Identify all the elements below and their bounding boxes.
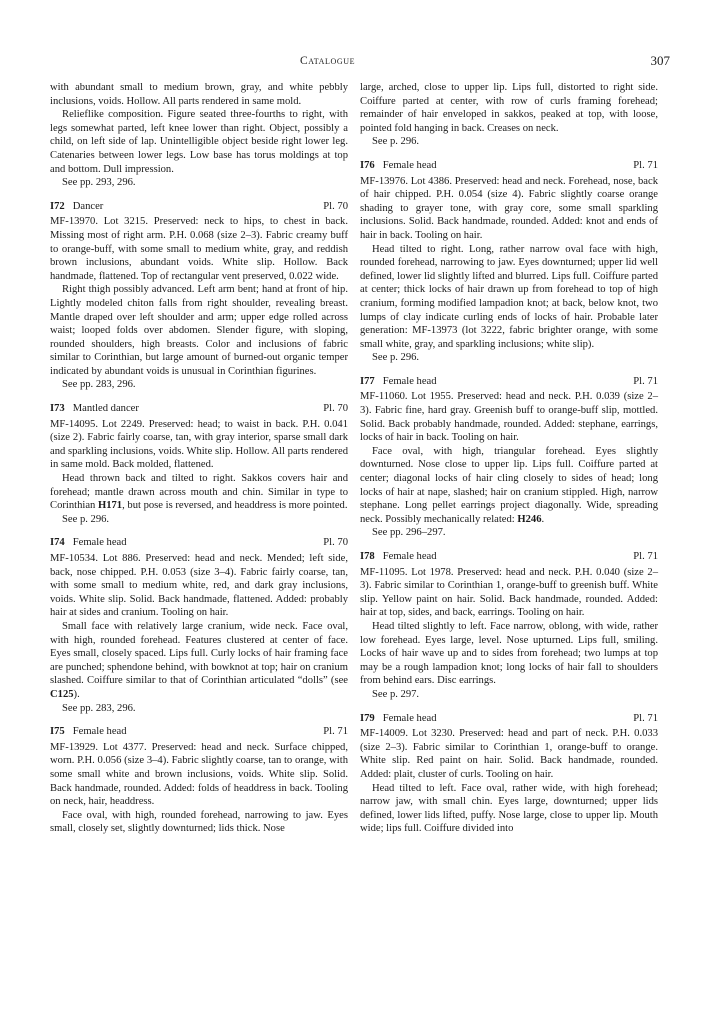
plate-reference: Pl. 70	[323, 200, 348, 212]
catalogue-entry-i75	[50, 725, 348, 836]
plate-reference: Pl. 70	[323, 403, 348, 415]
see-also: See p. 296.	[372, 352, 420, 364]
entry-heading	[360, 712, 658, 726]
continued-paragraph: with abundant small to medium brown, gray, and white pebbly inclusions, voids. Hollow. All parts rendered in same mold.	[50, 82, 348, 107]
see-also: See p. 296.	[62, 513, 110, 525]
entry-title: Female head	[382, 551, 437, 562]
entry-number: I76	[360, 159, 375, 171]
cross-reference: C125	[50, 688, 74, 700]
entry-description	[360, 445, 658, 527]
entry-number: I75	[50, 726, 65, 738]
entry-heading	[50, 536, 348, 550]
entry-data-paragraph: MF-13970. Lot 3215. Preserved: neck to hips, to chest in back. Missing most of right arm. P.H. 0.068 (size 2–3). Fabric creamy buff to orange-buff, with some small to medium white, gray, and reddish brown inclusions, abundant voids. White slip. Hollow. Back handmade, flattened. Top of rectangular vent preserved, 0.022 wide.	[50, 216, 348, 282]
continued-paragraph: large, arched, close to upper lip. Lips full, distorted to right side. Coiffure parted at center, with row of curls framing forehead; remainder of hair enveloped in sakkos, peaked at top, with loose, pointed fold hanging in back. Creases on neck.	[360, 82, 658, 134]
entry-data-paragraph: MF-11060. Lot 1955. Preserved: head and neck. P.H. 0.039 (size 2–3). Fabric fine, hard gray. Greenish buff to orange-buff slip, mottled. Solid. Back probably handmade, rounded. Added: stephane, earrings, locks of hair in back. Tooling on hair.	[360, 391, 658, 444]
entry-number: I72	[50, 200, 65, 212]
plate-reference: Pl. 70	[323, 537, 348, 549]
entry-description: Head tilted slightly to left. Face narrow, oblong, with wide, rather low forehead. Eyes large, level. Nose upturned. Lips full, smiling. Locks of hair wave up and to sides from forehead; two lumps at top may be a rough lampadion knot; long locks of hair fall to shoulders from behind ears. Disc earrings.	[360, 620, 658, 687]
catalogue-entry-i73	[50, 402, 348, 526]
entry-data-paragraph: MF-10534. Lot 886. Preserved: head and neck. Mended; left side, back, nose chipped. P.H. 0.053 (size 3–4). Fabric fairly coarse, tan, with some small to medium white, red, and dark gray inclusions, voids. White slip. Solid. Back handmade, flattened. Added: probably hair at sides and cranium. Tooling on hair.	[50, 553, 348, 619]
entry-heading	[360, 159, 658, 173]
see-also: See p. 297.	[372, 688, 420, 700]
entry-heading	[360, 375, 658, 389]
entry-description: Right thigh possibly advanced. Left arm bent; hand at front of hip. Lightly modeled chiton falls from right shoulder, revealing breast. Mantle draped over left shoulder and arm; upper edge rolled across waist; looped folds over abdomen. Slender figure, with sloping, rounded shoulders, high breasts. Color and inclusions of fabric similar to Corinthian, but large amount of burned-out organic temper indicated by abundant voids is unusual in Corinthian figurines.	[50, 284, 348, 377]
plate-reference: Pl. 71	[633, 551, 658, 562]
entry-data-paragraph: MF-11095. Lot 1978. Preserved: head and neck. P.H. 0.040 (size 2–3). Fabric similar to Corinthian 1, orange-buff to greenish buff. White slip. Yellow paint on hair. Solid. Back handmade, rounded. Added: hair at top, sides, and back, earrings. Tooling on hair.	[360, 566, 658, 619]
see-also: See p. 296.	[372, 136, 420, 148]
text-run: ).	[73, 688, 80, 700]
entry-description	[50, 472, 348, 513]
catalogue-entry-i76	[360, 159, 658, 365]
entry-number: I73	[50, 403, 65, 415]
see-also: See pp. 283, 296.	[62, 702, 136, 714]
text-run: Face oval, with high, triangular forehead. Eyes slightly downturned. Nose close to upper lip. Lips full. Coiffure parted at center; diagonal locks of hair cling closely to sides of head; long locks of hair at nape, slashed; hair on cranium stippled. High, narrow stephane. Long pellet earrings project diagonally. Wide, spreading neck. Possibly mechanically related:	[360, 445, 658, 525]
entry-description: Face oval, with high, rounded forehead, narrowing to jaw. Eyes small, closely set, slightly downturned; lids thick. Nose	[50, 809, 348, 835]
entry-description: Head tilted to left. Face oval, rather wide, with high forehead; narrow jaw, with small chin. Eyes large, downturned; upper lids defined, lower lids lifted, puffy. Nose large, close to upper lip. Mouth wide; lips full. Coiffure divided into	[360, 782, 658, 835]
entry-heading	[50, 200, 348, 214]
entry-title: Female head	[72, 726, 127, 738]
entry-description	[50, 620, 348, 702]
entry-number: I78	[360, 551, 375, 562]
text-run: , but pose is reversed, and headdress is more pointed.	[122, 500, 348, 512]
right-column	[360, 81, 658, 836]
entry-number: I79	[360, 712, 375, 724]
plate-reference: Pl. 71	[633, 159, 658, 171]
see-also: See pp. 296–297.	[372, 527, 446, 539]
cross-reference: H246	[517, 513, 542, 525]
see-also: See pp. 283, 296.	[62, 379, 136, 391]
entry-data-paragraph: MF-14009. Lot 3230. Preserved: head and part of neck. P.H. 0.033 (size 2–3). Fabric similar to Corinthian 1, orange-buff to orange. White slip. Red paint on hair. Solid. Back handmade, rounded. Added: plait, cluster of curls. Tooling on hair.	[360, 728, 658, 780]
left-column	[50, 81, 348, 836]
text-run: Head thrown back and tilted to right. Sakkos covers hair and forehead; mantle drawn across mouth and chin. Similar in type to Corinthian	[50, 473, 348, 512]
entry-data-paragraph: MF-13976. Lot 4386. Preserved: head and neck. Forehead, nose, back of hair chipped. P.H. 0.054 (size 4). Fabric slightly coarse orange shading to grayer tone, with gray core, some small sparkling inclusions. Solid. Back handmade, rounded. Added: knot and ends of hair in back. Tooling on hair.	[360, 175, 658, 241]
entry-number: I77	[360, 375, 375, 387]
catalogue-entry-i74	[50, 536, 348, 715]
entry-data-paragraph: MF-14095. Lot 2249. Preserved: head; to waist in back. P.H. 0.041 (size 2). Fabric fairly coarse, tan, with gray interior, sparse small dark and sparkling inclusions, voids. White slip. Hollow. All parts rendered in same mold. Back molded, flattened.	[50, 418, 348, 471]
entry-title: Dancer	[72, 200, 104, 212]
see-also: See pp. 293, 296.	[62, 177, 136, 189]
plate-reference: Pl. 71	[323, 726, 348, 738]
description-paragraph: Relieflike composition. Figure seated three-fourths to right, with legs somewhat parted, left knee lower than right. Object, possibly a child, on left side of lap. Unintelligible object beside right lower leg. Catenaries between lower legs. Low base has torus moldings at top and bottom. Dull impression.	[50, 109, 348, 175]
cross-reference: H171	[97, 500, 123, 512]
catalogue-entry-i72	[50, 200, 348, 392]
plate-reference: Pl. 71	[633, 375, 658, 387]
text-run: Small face with relatively large cranium, wide neck. Face oval, with high, rounded forehead. Features clustered at center of face. Eyes small, closely spaced. Lips full. Curly locks of hair framing face are punched; sphendone behind, with bowknot at top; hair on cranium slashed. Coiffure similar to that of Corinthian articulated “dolls” (see	[50, 620, 348, 687]
entry-heading	[50, 402, 348, 416]
page-number: 307	[650, 53, 670, 68]
entry-title: Female head	[382, 712, 437, 724]
catalogue-entry-i78	[360, 550, 658, 702]
catalogue-entry-i77	[360, 375, 658, 540]
entry-title: Female head	[382, 159, 437, 171]
entry-number: I74	[50, 537, 65, 549]
entry-heading	[360, 550, 658, 564]
entry-title: Female head	[72, 537, 127, 549]
entry-title: Mantled dancer	[72, 403, 139, 415]
text-run: .	[541, 513, 545, 525]
running-header: Catalogue	[300, 55, 356, 67]
entry-description: Head tilted to right. Long, rather narrow oval face with high, rounded forehead, narrowing to jaw. Eyes downturned; upper lid well defined, lower lid slightly lifted and blurred. Lips full. Coiffure parted at center; thick locks of hair drawn up from forehead to top of high cranium, forming modified lampadion knot; at back, below knot, two lumps of clay indicate curling ends of locks of hair. Probable later generation: MF-13973 (lot 3222, fabric brighter orange, with some small white, gray, and sparkling inclusions; white slip).	[360, 243, 658, 350]
entry-data-paragraph: MF-13929. Lot 4377. Preserved: head and neck. Surface chipped, worn. P.H. 0.056 (size 3–4). Fabric slightly coarse, tan to orange, with some small white and brown inclusions, voids. White slip. Solid. Back handmade, rounded. Added: folds of headdress in back. Tooling on neck, hair, headdress.	[50, 741, 348, 808]
entry-heading	[50, 725, 348, 739]
plate-reference: Pl. 71	[633, 712, 658, 724]
catalogue-entry-i79	[360, 712, 658, 836]
entry-title: Female head	[382, 375, 437, 387]
